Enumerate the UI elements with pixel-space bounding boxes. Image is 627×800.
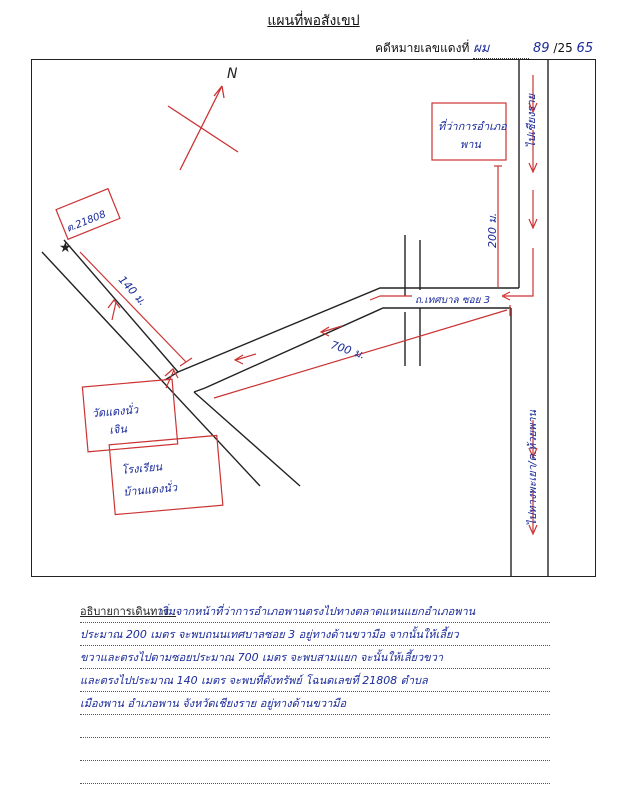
description-line bbox=[80, 600, 550, 623]
temple-label-2: เจิน bbox=[108, 422, 128, 437]
school-label-2: บ้านแดงนั่ว bbox=[122, 481, 178, 499]
district-office-label-2: พาน bbox=[460, 138, 481, 151]
description-text: และตรงไปประมาณ 140 เมตร จะพบที่ดังทรัพย์ โฉนดเลขที่ 21808 ตำบล bbox=[80, 674, 428, 687]
description-text: เริ่มจากหน้าที่ว่าการอำเภอพานตรงไปทางตลาดแหนแยกอำเภอพาน bbox=[158, 605, 476, 618]
description-label: อธิบายการเดินทาง : bbox=[80, 605, 177, 618]
distance-700-label: 700 ม. bbox=[329, 338, 367, 362]
description-line bbox=[80, 738, 550, 761]
case-year: 65 bbox=[576, 41, 594, 56]
distance-140-label: 140 ม. bbox=[115, 273, 150, 309]
school-label-1: โรงเรียน bbox=[120, 460, 163, 477]
description-text: ขวาและตรงไปตามซอยประมาณ 700 เมตร จะพบสามแยก จะนั้นให้เลี้ยวขวา bbox=[80, 651, 444, 664]
case-prefix: ผม bbox=[473, 37, 529, 59]
description-line bbox=[80, 715, 550, 738]
to-phayao-label: ไปทางพะเยา/ต.ห้วยพาน bbox=[526, 409, 539, 526]
soi-3-road bbox=[165, 235, 519, 392]
map-title: แผนที่พอสังเขป bbox=[267, 13, 360, 29]
description-line bbox=[80, 692, 550, 715]
description-line bbox=[80, 669, 550, 692]
case-number: 89 bbox=[533, 41, 550, 56]
property-marker bbox=[56, 189, 120, 256]
description-text: ประมาณ 200 เมตร จะพบถนนเทศบาลซอย 3 อยู่ทางด้านขวามือ จากนั้นให้เลี้ยว bbox=[80, 628, 459, 641]
description-line bbox=[80, 646, 550, 669]
star-icon: ★ bbox=[59, 240, 72, 256]
distance-200-label: 200 ม. bbox=[486, 212, 499, 248]
district-office-label-1: ที่ว่าการอำเภอ bbox=[438, 120, 507, 133]
north-label: N bbox=[227, 66, 238, 82]
compass-icon bbox=[168, 66, 238, 170]
to-chiang-rai-label: ไปเชียงราย bbox=[525, 93, 538, 148]
route-description bbox=[80, 600, 550, 784]
temple-label-1: วัดแดงนั่ว bbox=[91, 403, 139, 421]
description-line bbox=[80, 623, 550, 646]
property-label: ต.21808 bbox=[65, 209, 108, 235]
case-year-sep: /25 bbox=[553, 41, 573, 55]
soi-3-label: ถ.เทศบาล ซอย 3 bbox=[415, 295, 491, 306]
description-text: เมืองพาน อำเภอพาน จังหวัดเชียงราย อยู่ทางด้านขวามือ bbox=[80, 697, 347, 710]
case-number-label: คดีหมายเลขแดงที่ bbox=[375, 41, 470, 55]
description-line bbox=[80, 761, 550, 784]
